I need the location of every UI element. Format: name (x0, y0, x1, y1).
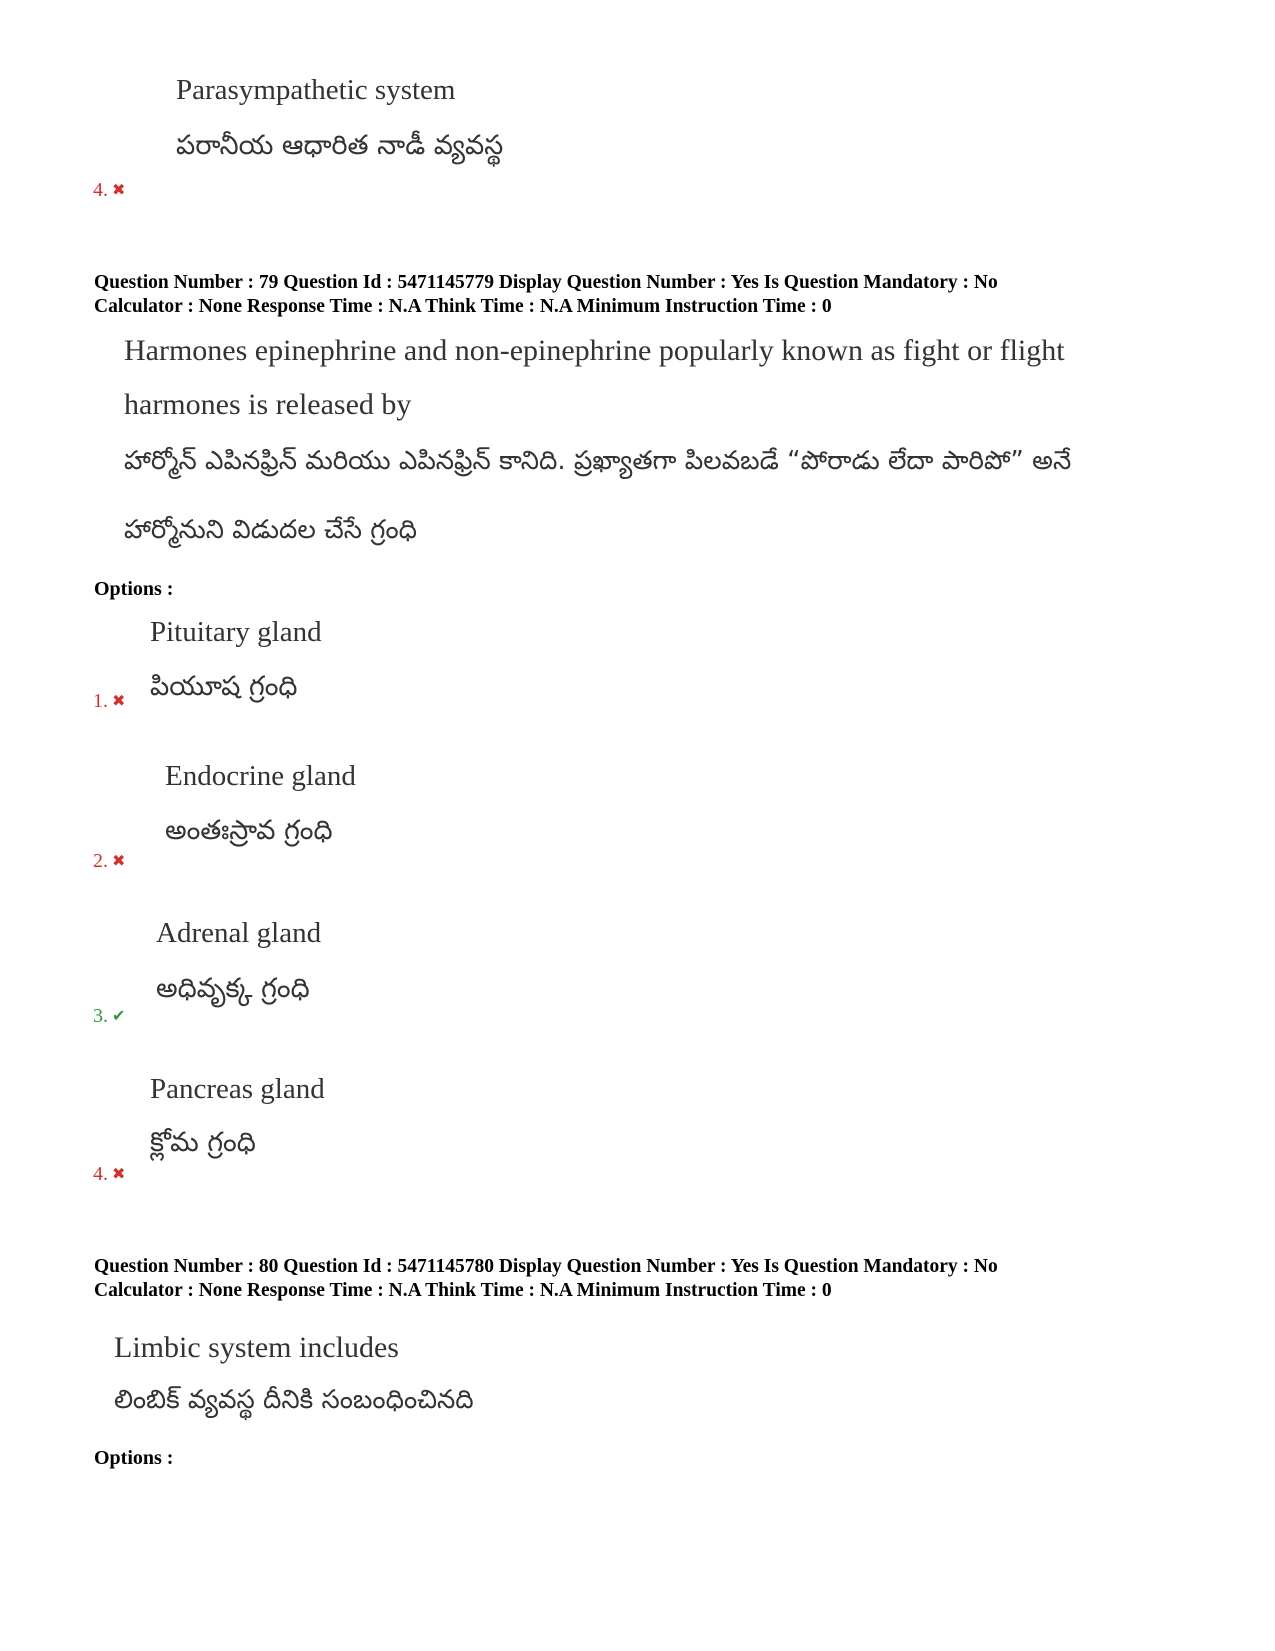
question-meta-line2: Calculator : None Response Time : N.A Think Time : N.A Minimum Instruction Time : 0 (94, 1280, 832, 1301)
question-meta-line1: Question Number : 80 Question Id : 5471145780 Display Question Number : Yes Is Question Mandatory : No (94, 1256, 998, 1277)
question-79-text-te-line1: హార్మోన్ ఎపినఫ్రిన్ మరియు ఎపినఫ్రిన్ కానిది. ప్రఖ్యాతగా పిలవబడే “పోరాడు లేదా పారిపో” అనే (124, 446, 1072, 476)
option-number: 1. (93, 690, 108, 712)
cross-icon: ✖ (112, 851, 126, 870)
option-number: 3. (93, 1005, 108, 1027)
question-meta-line1: Question Number : 79 Question Id : 5471145779 Display Question Number : Yes Is Question Mandatory : No (94, 272, 998, 293)
option-3-english: Adrenal gland (156, 917, 322, 949)
question-79-text-en-line1: Harmones epinephrine and non-epinephrine popularly known as fight or flight (124, 334, 1065, 367)
question-79-options-label: Options : (94, 578, 174, 600)
prev-option-4-telugu: పరానీయ ఆధారిత నాడీ వ్యవస్థ (176, 130, 504, 161)
option-1-marker (93, 690, 125, 713)
cross-icon: ✖ (112, 691, 126, 710)
option-3-telugu: అధివృక్క గ్రంధి (156, 973, 310, 1004)
option-3-marker (93, 1005, 125, 1028)
question-80-text-te: లింబిక్ వ్యవస్థ దీనికి సంబంధించినది (114, 1385, 474, 1415)
option-1-english: Pituitary gland (150, 616, 322, 648)
option-4-telugu: క్లోమ గ్రంధి (150, 1127, 256, 1158)
option-2-english: Endocrine gland (165, 760, 356, 792)
prev-option-4-marker (93, 179, 125, 202)
question-80-options-label: Options : (94, 1447, 174, 1469)
option-2-telugu: అంతఃస్రావ గ్రంధి (165, 815, 333, 846)
option-number: 4. (93, 179, 108, 201)
question-80-meta (94, 1255, 998, 1303)
question-79-meta (94, 271, 998, 319)
question-79-text-en-line2: harmones is released by (124, 388, 412, 421)
cross-icon: ✖ (112, 1164, 126, 1183)
check-icon: ✔ (112, 1006, 126, 1025)
option-4-marker (93, 1163, 125, 1186)
option-number: 2. (93, 850, 108, 872)
option-number: 4. (93, 1163, 108, 1185)
option-4-english: Pancreas gland (150, 1073, 325, 1105)
question-meta-line2: Calculator : None Response Time : N.A Think Time : N.A Minimum Instruction Time : 0 (94, 296, 832, 317)
option-2-marker (93, 850, 125, 873)
question-79-text-te-line2: హార్మోనుని విడుదల చేసే గ్రంధి (124, 515, 417, 545)
question-80-text-en: Limbic system includes (114, 1331, 399, 1364)
cross-icon: ✖ (112, 180, 126, 199)
option-1-telugu: పియూష గ్రంధి (150, 671, 298, 702)
prev-option-4-english: Parasympathetic system (176, 74, 456, 106)
